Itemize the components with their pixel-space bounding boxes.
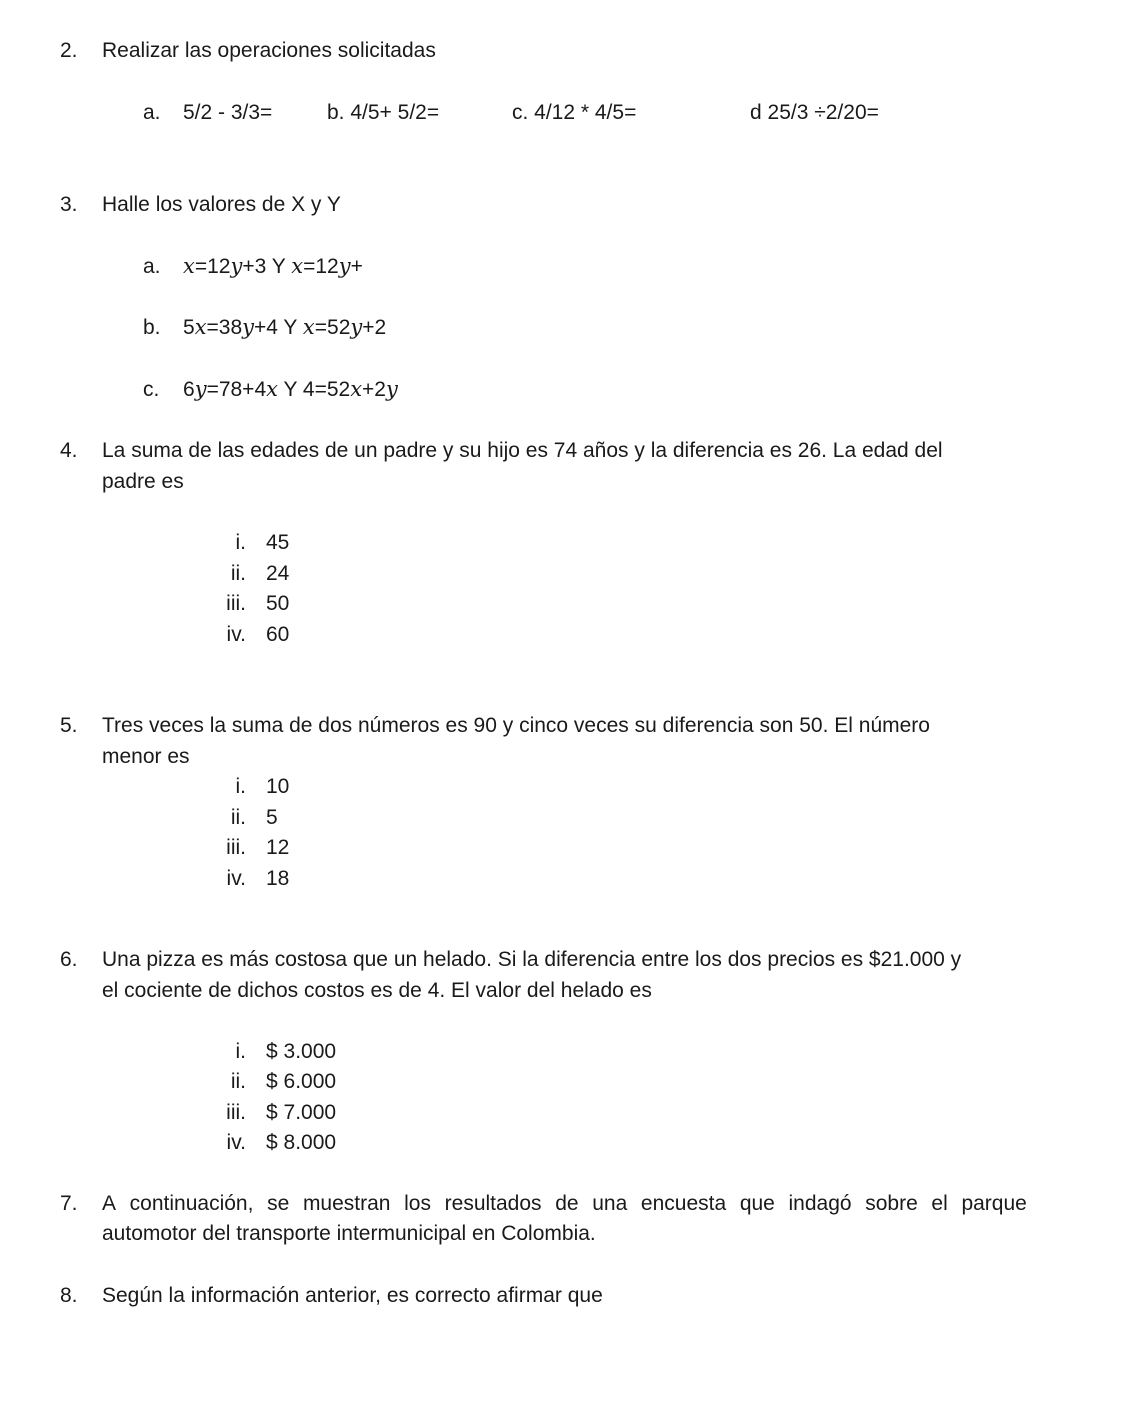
q2-c-expr: c. 4/12 * 4/5= [512, 101, 637, 124]
q7-word: el [931, 1192, 948, 1215]
q8-number: 8. [60, 1284, 78, 1307]
q6-option-text: $ 3.000 [266, 1040, 337, 1063]
var-x: x [302, 315, 315, 339]
q7-word: los [404, 1192, 431, 1215]
q6-option-label: i. [235, 1040, 246, 1063]
q5-option-text: 12 [266, 836, 290, 859]
q7-word: se [267, 1192, 290, 1215]
q6-option-label: iv. [226, 1131, 246, 1154]
q4-option-label: i. [235, 531, 246, 554]
q5-option-label: i. [235, 775, 246, 798]
q4-number: 4. [60, 439, 78, 462]
q4-option-text: 24 [266, 562, 290, 585]
q6-option-label: iii. [226, 1101, 246, 1124]
q7-word: encuesta [640, 1192, 727, 1215]
q6-number: 6. [60, 948, 78, 971]
q4-option-label: ii. [230, 562, 246, 585]
q6-text-line2: el cociente de dichos costos es de 4. El valor del helado es [102, 979, 652, 1002]
q5-option-label: iii. [226, 836, 246, 859]
q6-option-label: ii. [230, 1070, 246, 1093]
q2-a-label: a. [143, 101, 161, 124]
eq-part: =52 [314, 316, 351, 339]
eq-part: +2 [362, 378, 386, 401]
eq-part: +4 Y [254, 316, 303, 339]
eq-part: =12 [194, 255, 231, 278]
q6-option-text: $ 6.000 [266, 1070, 337, 1093]
var-x: x [183, 254, 195, 278]
var-y: y [230, 254, 243, 278]
q2-number: 2. [60, 39, 78, 62]
q4-option-text: 50 [266, 592, 290, 615]
q2-a-expr: 5/2 - 3/3= [183, 101, 273, 124]
q3-c-equation [183, 377, 398, 402]
q5-option-text: 5 [266, 806, 278, 829]
q7-word: que [739, 1192, 775, 1215]
var-y: y [194, 377, 207, 401]
q3-a-label: a. [143, 255, 161, 278]
q7-word: continuación, [129, 1192, 254, 1215]
eq-part: +2 [362, 316, 387, 339]
q4-option-label: iii. [226, 592, 246, 615]
q3-a-equation [183, 254, 363, 279]
q5-text-line1: Tres veces la suma de dos números es 90 y cinco veces su diferencia son 50. El número [102, 714, 930, 737]
q2-text: Realizar las operaciones solicitadas [102, 39, 436, 62]
q7-text-line2: automotor del transporte intermunicipal en Colombia. [102, 1222, 596, 1245]
q3-number: 3. [60, 193, 78, 216]
q7-text-line1 [102, 1191, 1027, 1216]
q6-option-text: $ 8.000 [266, 1131, 337, 1154]
eq-part: Y 4=52 [277, 378, 351, 401]
q4-text-line1: La suma de las edades de un padre y su hijo es 74 años y la diferencia es 26. La edad del [102, 439, 943, 462]
q7-word: indagó [788, 1192, 852, 1215]
q5-option-text: 18 [266, 867, 290, 890]
q4-text-line2: padre es [102, 470, 184, 493]
q6-option-text: $ 7.000 [266, 1101, 337, 1124]
q5-number: 5. [60, 714, 78, 737]
eq-part: +3 Y [242, 255, 292, 278]
var-y: y [338, 254, 351, 278]
q7-word: de [555, 1192, 579, 1215]
q5-text-line2: menor es [102, 745, 190, 768]
q7-word: resultados [444, 1192, 542, 1215]
q2-b-expr: b. 4/5+ 5/2= [327, 101, 440, 124]
var-y: y [242, 315, 255, 339]
q7-word: sobre [865, 1192, 918, 1215]
q7-number: 7. [60, 1192, 78, 1215]
var-y: y [386, 377, 398, 401]
eq-part: =12 [303, 255, 339, 278]
q5-option-label: ii. [230, 806, 246, 829]
q7-word: parque [961, 1192, 1027, 1215]
q7-word: A [102, 1192, 117, 1215]
q3-b-equation [183, 315, 386, 340]
var-x: x [266, 377, 278, 401]
eq-part: 6 [183, 378, 195, 401]
q4-option-label: iv. [226, 623, 246, 646]
eq-part: =78+4 [206, 378, 267, 401]
eq-part: 5 [183, 316, 195, 339]
q7-word: muestran [302, 1192, 391, 1215]
var-y: y [350, 315, 363, 339]
q4-option-text: 45 [266, 531, 290, 554]
q5-option-label: iv. [226, 867, 246, 890]
q7-word: una [592, 1192, 628, 1215]
q6-text-line1: Una pizza es más costosa que un helado. Si la diferencia entre los dos precios es $21.000 y [102, 948, 962, 971]
q4-option-text: 60 [266, 623, 290, 646]
q3-c-label: c. [143, 378, 160, 401]
var-x: x [291, 254, 304, 278]
q8-text: Según la información anterior, es correcto afirmar que [102, 1284, 603, 1307]
q3-text: Halle los valores de X y Y [102, 193, 341, 216]
q2-d-expr: d 25/3 ÷2/20= [750, 101, 879, 124]
eq-part: + [350, 255, 363, 278]
eq-part: =38 [206, 316, 243, 339]
q5-option-text: 10 [266, 775, 290, 798]
var-x: x [350, 377, 363, 401]
q3-b-label: b. [143, 316, 161, 339]
var-x: x [194, 315, 207, 339]
